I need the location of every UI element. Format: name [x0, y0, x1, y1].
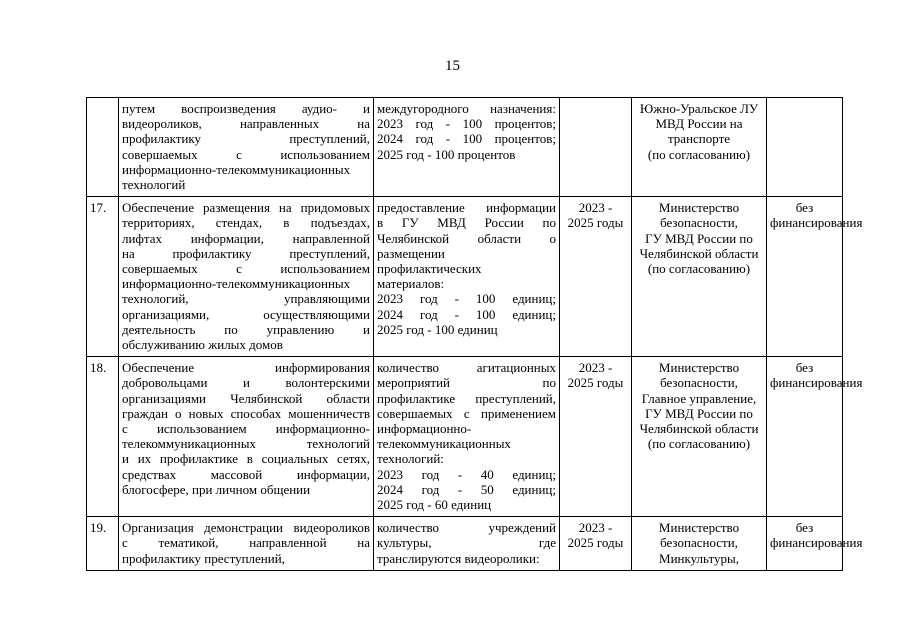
- indicator-cell-line: профилактике преступлений,: [377, 390, 556, 406]
- executor-cell-line: транспорте: [667, 131, 731, 147]
- activity-cell-line: совершаемых с использованием: [122, 261, 370, 277]
- activity-cell-line: Обеспечение размещения на придомовых: [122, 200, 370, 216]
- activity-cell-line: с использованием информационно-: [122, 421, 370, 437]
- executor-cell-line: (по согласованию): [647, 146, 751, 162]
- activity-cell-line: путем воспроизведения аудио- и: [122, 101, 370, 116]
- executor-cell-line: безопасности,: [660, 215, 738, 231]
- period-cell-line: 2023 -: [578, 520, 613, 536]
- executor-cell-line: МВД России на: [655, 116, 743, 132]
- funding-cell-line: без: [795, 520, 814, 536]
- executor-cell-line: безопасности,: [660, 535, 738, 551]
- indicator-cell-line: 2024 год - 100 процентов;: [377, 131, 556, 147]
- activity-cell-line: на профилактику преступлений,: [122, 245, 370, 261]
- indicator-cell-line: профилактических: [377, 261, 482, 277]
- activity-cell: [119, 357, 374, 517]
- activity-cell-line: граждан о новых способах мошенничеств: [122, 405, 370, 421]
- period-cell: [560, 98, 632, 197]
- period-cell-line: 2025 годы: [567, 215, 624, 231]
- indicator-cell-line: 2024 год - 100 единиц;: [377, 306, 556, 322]
- program-table: [86, 97, 863, 571]
- activity-cell-line: и их профилактике в социальных сетях,: [122, 451, 370, 467]
- activity-cell-line: информационно-телекоммуникационных: [122, 276, 351, 292]
- indicator-cell: [374, 357, 560, 517]
- executor-cell-line: Челябинской области: [639, 245, 759, 261]
- indicator-cell-line: предоставление информации: [377, 200, 556, 216]
- indicator-cell-line: технологий:: [377, 451, 444, 467]
- activity-cell-line: организациями, осуществляющими: [122, 306, 370, 322]
- activity-cell-line: профилактику преступлений,: [122, 550, 285, 566]
- executor-cell-line: ГУ МВД России по: [645, 230, 753, 246]
- activity-cell-line: Обеспечение информирования: [122, 360, 370, 376]
- table-row: [87, 357, 843, 517]
- indicator-cell: [374, 98, 560, 197]
- executor-cell-line: Южно-Уральское ЛУ: [639, 101, 759, 116]
- executor-cell-line: Министерство: [658, 360, 740, 376]
- activity-cell: [119, 98, 374, 197]
- executor-cell-line: Главное управление,: [641, 390, 757, 406]
- funding-cell: [767, 357, 863, 517]
- indicator-cell-line: размещении: [377, 245, 445, 261]
- table-row: [87, 197, 843, 357]
- indicator-cell-line: в ГУ МВД России по: [377, 215, 556, 231]
- indicator-cell-line: материалов:: [377, 276, 445, 292]
- activity-cell-line: совершаемых с использованием: [122, 146, 370, 162]
- table-row: [87, 98, 843, 197]
- activity-cell-line: технологий, управляющими: [122, 291, 370, 307]
- indicator-cell-line: 2025 год - 60 единиц: [377, 497, 492, 513]
- indicator-cell-line: транслируются видеоролики:: [377, 550, 540, 566]
- indicator-cell-line: 2023 год - 100 единиц;: [377, 291, 556, 307]
- executor-cell-line: Челябинской области: [639, 421, 759, 437]
- funding-cell: [767, 98, 843, 197]
- period-cell: [560, 197, 632, 357]
- executor-cell: [632, 517, 767, 571]
- indicator-cell-line: информационно-: [377, 421, 472, 437]
- activity-cell-line: технологий: [122, 177, 186, 193]
- funding-cell-line: финансирования: [770, 215, 863, 231]
- indicator-cell-line: культуры, где: [377, 535, 556, 551]
- executor-cell: [632, 197, 767, 357]
- executor-cell-line: Министерство: [658, 520, 740, 536]
- funding-cell-line: финансирования: [770, 375, 863, 391]
- indicator-cell-line: 2023 год - 40 единиц;: [377, 466, 556, 482]
- period-cell: [560, 517, 632, 571]
- activity-cell-line: видеороликов, направленных на: [122, 116, 370, 132]
- funding-cell-line: без: [795, 360, 814, 376]
- period-cell: [560, 357, 632, 517]
- row-number: 17.: [87, 197, 119, 357]
- executor-cell-line: безопасности,: [660, 375, 738, 391]
- activity-cell-line: с тематикой, направленной на: [122, 535, 370, 551]
- executor-cell-line: ГУ МВД России по: [645, 405, 753, 421]
- indicator-cell-line: 2025 год - 100 процентов: [377, 146, 516, 162]
- activity-cell-line: информационно-телекоммуникационных: [122, 161, 351, 177]
- activity-cell-line: профилактику преступлений,: [122, 131, 370, 147]
- funding-cell-line: финансирования: [770, 535, 863, 551]
- executor-cell-line: Минкультуры,: [659, 550, 739, 566]
- executor-cell-line: (по согласованию): [647, 261, 751, 277]
- indicator-cell: [374, 517, 560, 571]
- indicator-cell-line: 2023 год - 100 процентов;: [377, 116, 556, 132]
- indicator-cell-line: 2024 год - 50 единиц;: [377, 481, 556, 497]
- row-number: [87, 98, 119, 197]
- period-cell-line: 2025 годы: [567, 375, 624, 391]
- funding-cell-line: без: [795, 200, 814, 216]
- activity-cell: [119, 197, 374, 357]
- indicator-cell-line: Челябинской области о: [377, 230, 556, 246]
- activity-cell-line: деятельность по управлению и: [122, 321, 370, 337]
- funding-cell: [767, 517, 863, 571]
- activity-cell-line: территориях, стендах, в подъездах,: [122, 215, 370, 231]
- period-cell-line: 2023 -: [578, 360, 613, 376]
- row-number: 19.: [87, 517, 119, 571]
- executor-cell: [632, 98, 767, 197]
- activity-cell-line: обслуживанию жилых домов: [122, 337, 283, 353]
- executor-cell-line: (по согласованию): [647, 436, 751, 452]
- row-number: 18.: [87, 357, 119, 517]
- indicator-cell-line: мероприятий по: [377, 375, 556, 391]
- period-cell-line: 2025 годы: [567, 535, 624, 551]
- indicator-cell-line: 2025 год - 100 единиц: [377, 321, 498, 337]
- indicator-cell-line: количество учреждений: [377, 520, 556, 536]
- activity-cell-line: Организация демонстрации видеороликов: [122, 520, 370, 536]
- activity-cell-line: добровольцами и волонтерскими: [122, 375, 370, 391]
- funding-cell: [767, 197, 863, 357]
- period-cell-line: 2023 -: [578, 200, 613, 216]
- indicator-cell-line: количество агитационных: [377, 360, 556, 376]
- table-row: [87, 517, 843, 571]
- activity-cell-line: организациями Челябинской области: [122, 390, 370, 406]
- indicator-cell-line: междугородного назначения:: [377, 101, 556, 116]
- activity-cell-line: средствах массовой информации,: [122, 466, 370, 482]
- activity-cell-line: телекоммуникационных технологий: [122, 436, 370, 452]
- executor-cell-line: Министерство: [658, 200, 740, 216]
- activity-cell: [119, 517, 374, 571]
- indicator-cell-line: телекоммуникационных: [377, 436, 511, 452]
- indicator-cell-line: совершаемых с применением: [377, 405, 556, 421]
- activity-cell-line: лифтах информации, направленной: [122, 230, 370, 246]
- page-number: 15: [445, 58, 460, 74]
- indicator-cell: [374, 197, 560, 357]
- activity-cell-line: блогосфере, при личном общении: [122, 481, 311, 497]
- executor-cell: [632, 357, 767, 517]
